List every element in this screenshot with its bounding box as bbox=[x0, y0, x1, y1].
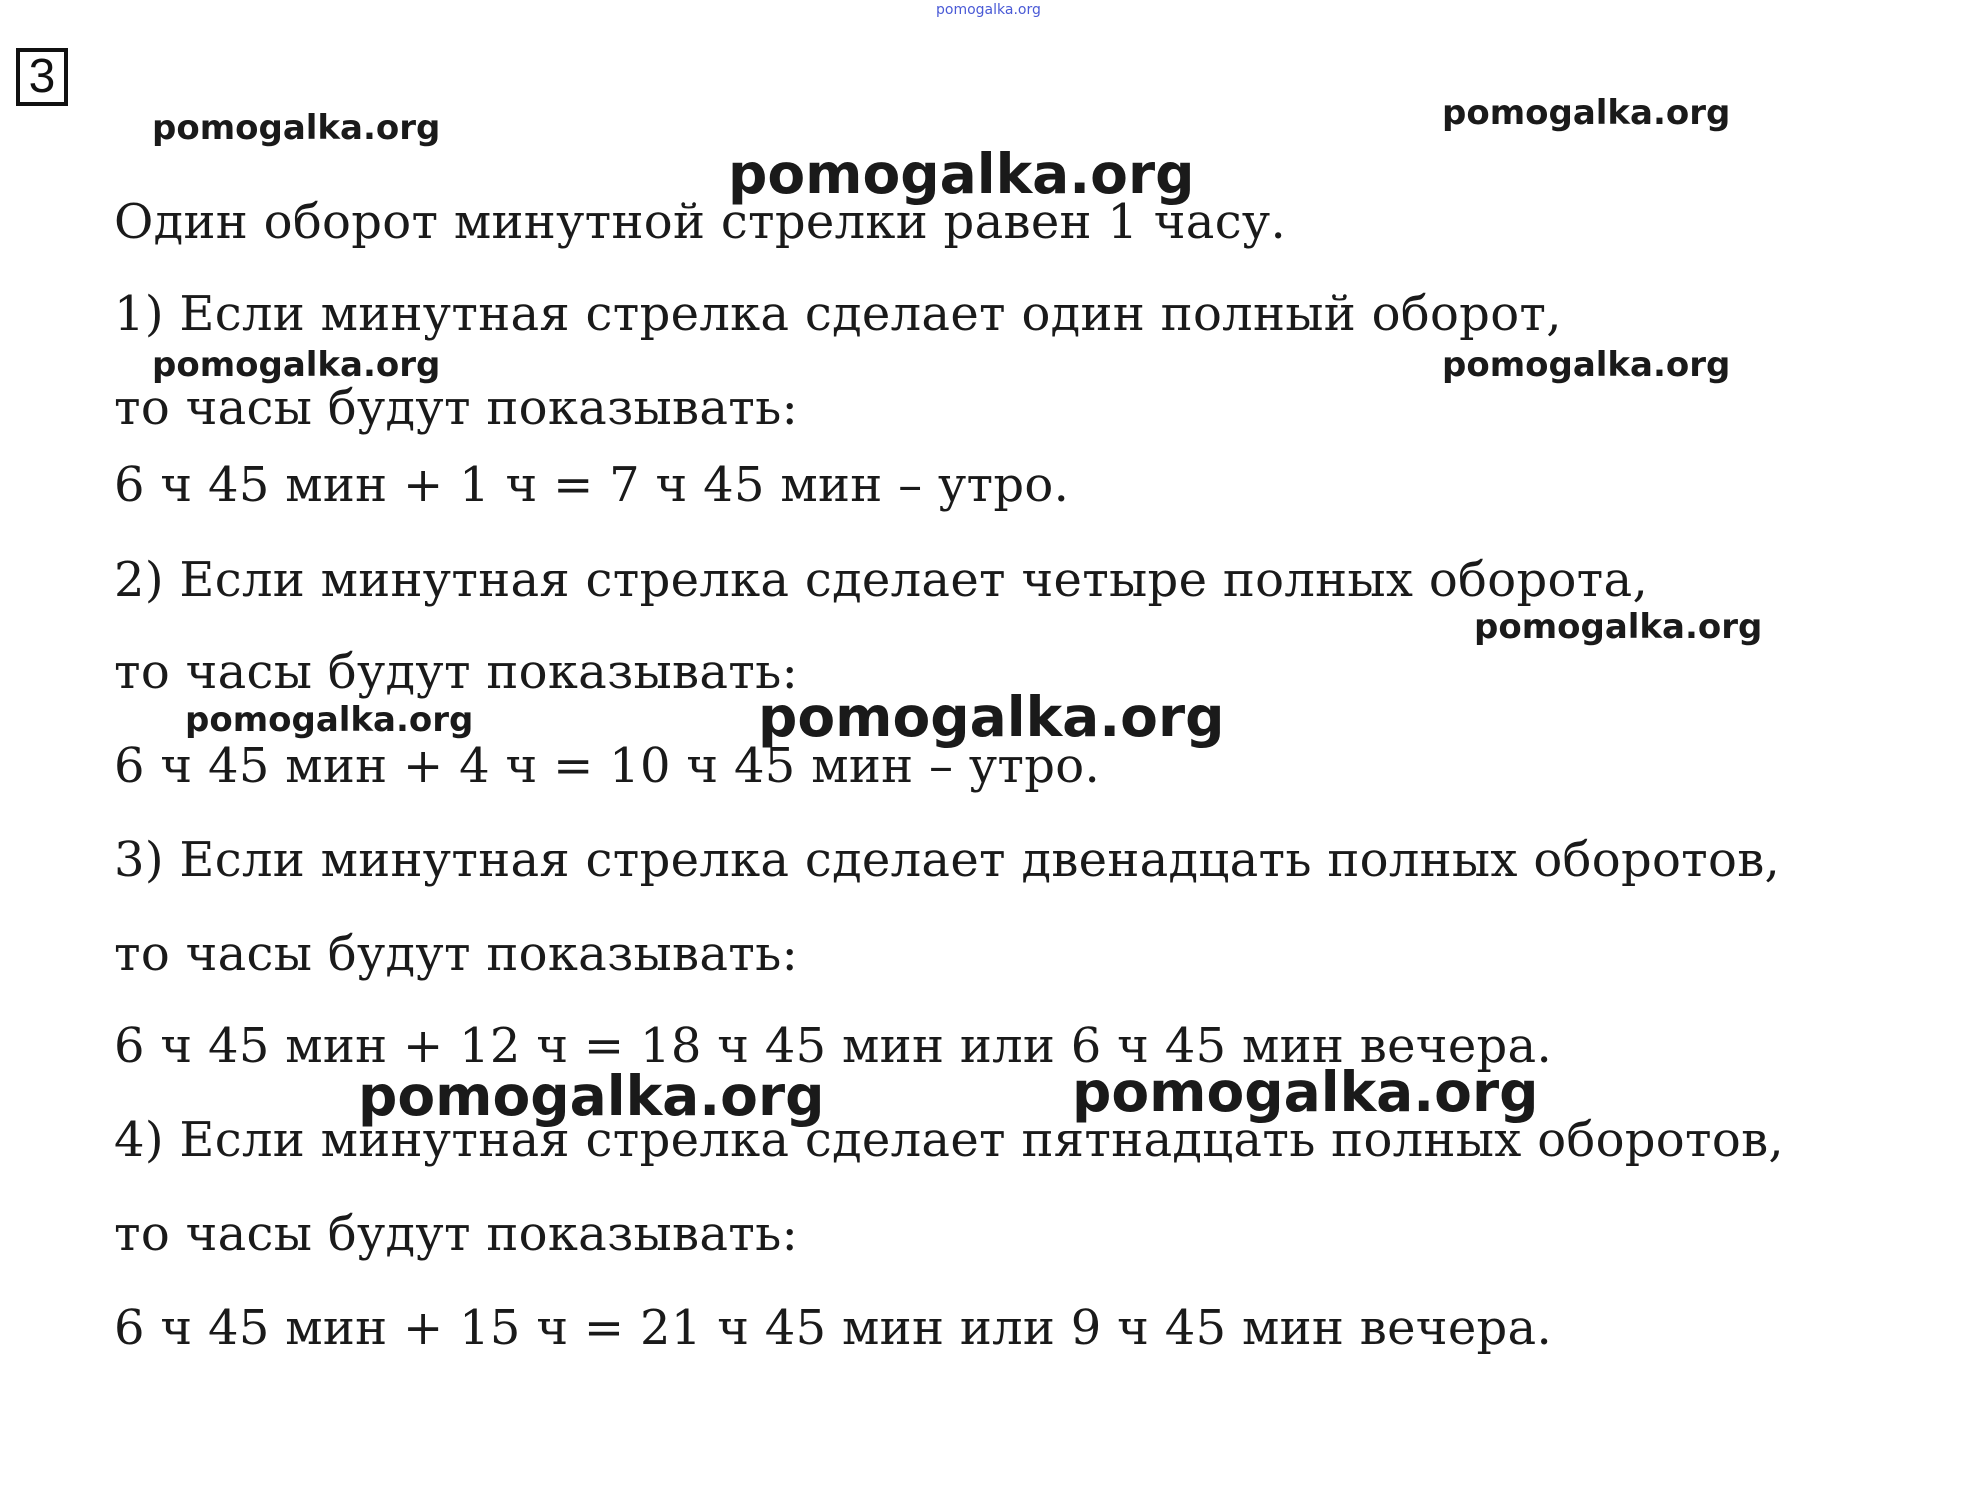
watermark-top-right: pomogalka.org bbox=[1442, 93, 1731, 133]
watermark-mid-left-1: pomogalka.org bbox=[152, 345, 441, 385]
watermark-mid-right-1: pomogalka.org bbox=[1442, 345, 1731, 385]
text-line-2-condition: 2) Если минутная стрелка сделает четыре полных оборота, bbox=[114, 552, 1649, 608]
text-line-4-condition: 4) Если минутная стрелка сделает пятнадцать полных оборотов, bbox=[114, 1112, 1784, 1168]
text-line-3-show: то часы будут показывать: bbox=[114, 926, 799, 982]
text-line-1-show: то часы будут показывать: bbox=[114, 380, 799, 436]
text-line-2-equation: 6 ч 45 мин + 4 ч = 10 ч 45 мин – утро. bbox=[114, 738, 1101, 794]
watermark-mid-right-2: pomogalka.org bbox=[1474, 607, 1763, 647]
text-line-2-show: то часы будут показывать: bbox=[114, 644, 799, 700]
watermark-large-middle: pomogalka.org bbox=[758, 685, 1225, 749]
watermark-large-top: pomogalka.org bbox=[728, 142, 1195, 206]
text-line-1-condition: 1) Если минутная стрелка сделает один полный оборот, bbox=[114, 286, 1562, 342]
text-line-1-equation: 6 ч 45 мин + 1 ч = 7 ч 45 мин – утро. bbox=[114, 457, 1070, 513]
watermark-large-bottom-right: pomogalka.org bbox=[1072, 1060, 1539, 1124]
text-line-4-show: то часы будут показывать: bbox=[114, 1206, 799, 1262]
watermark-top-left: pomogalka.org bbox=[152, 108, 441, 148]
text-line-4-equation: 6 ч 45 мин + 15 ч = 21 ч 45 мин или 9 ч 45 мин вечера. bbox=[114, 1300, 1553, 1356]
watermark-tiny-top: pomogalka.org bbox=[936, 2, 1041, 18]
watermark-large-bottom-left: pomogalka.org bbox=[358, 1064, 825, 1128]
watermark-mid-left-2: pomogalka.org bbox=[185, 700, 474, 740]
task-number-box: 3 bbox=[16, 48, 68, 106]
text-line-3-condition: 3) Если минутная стрелка сделает двенадцать полных оборотов, bbox=[114, 832, 1781, 888]
text-line-3-equation: 6 ч 45 мин + 12 ч = 18 ч 45 мин или 6 ч 45 мин вечера. bbox=[114, 1018, 1553, 1074]
text-line-intro: Один оборот минутной стрелки равен 1 часу. bbox=[114, 194, 1287, 250]
